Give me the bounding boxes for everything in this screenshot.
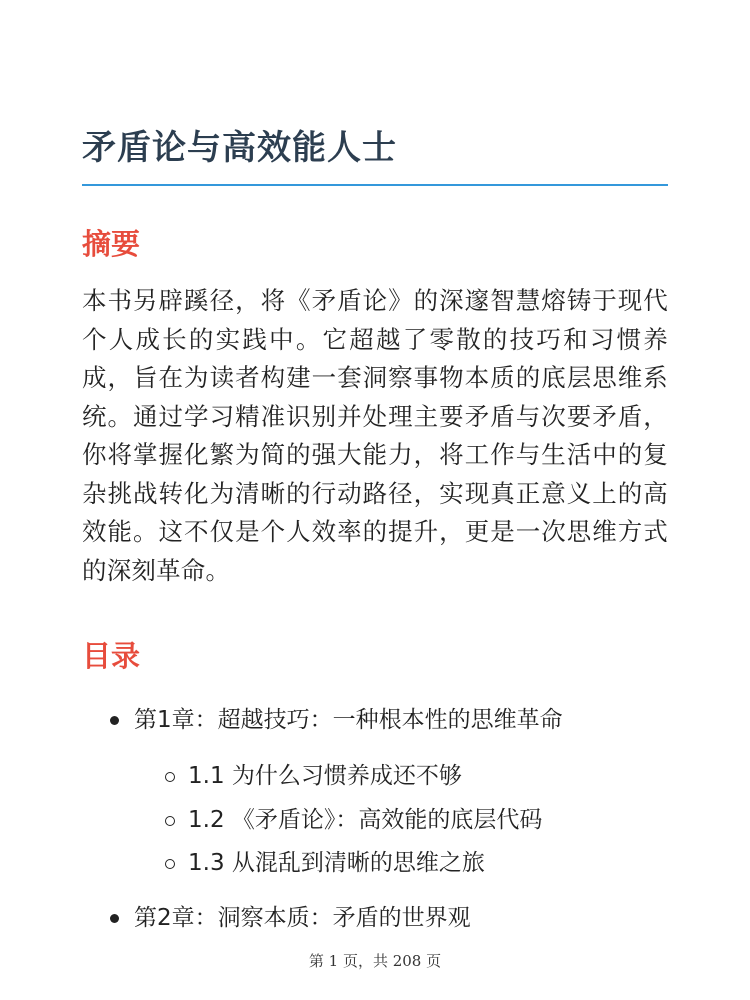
toc-chapter-label: 第2章：洞察本质：矛盾的世界观 <box>134 904 471 931</box>
abstract-heading: 摘要 <box>82 227 141 261</box>
toc-heading: 目录 <box>82 639 141 673</box>
toc-section-label: 1.3 从混乱到清晰的思维之旅 <box>188 850 485 876</box>
toc-section-1-1[interactable] <box>82 755 668 799</box>
toc-chapter-label: 第1章：超越技巧：一种根本性的思维革命 <box>134 707 563 733</box>
title-divider <box>82 184 668 186</box>
hollow-bullet-icon <box>165 816 175 826</box>
toc-chapter-1[interactable] <box>82 700 668 740</box>
bullet-icon <box>110 716 119 725</box>
abstract-paragraph: 本书另辟蹊径，将《矛盾论》的深邃智慧熔铸于现代个人成长的实践中。它超越了零散的技巧和习惯养成，旨在为读者构建一套洞察事物本质的底层思维系统。通过学习精准识别并处理主要矛盾与次要矛盾，你将掌握化繁为简的强大能力，将工作与生活中的复杂挑战转化为清晰的行动路径，实现真正意义上的高效能。这不仅是个人效率的提升，更是一次思维方式的深刻革命。 <box>82 286 668 585</box>
toc-section-1-3[interactable] <box>82 842 668 886</box>
hollow-bullet-icon <box>165 859 175 869</box>
document-title: 矛盾论与高效能人士 <box>82 128 397 168</box>
toc-section-label: 1.2 《矛盾论》：高效能的底层代码 <box>188 806 543 833</box>
bullet-icon <box>110 914 119 923</box>
toc-section-1-2[interactable] <box>82 799 668 843</box>
toc-section-label: 1.1 为什么习惯养成还不够 <box>188 763 462 789</box>
toc-chapter-2[interactable] <box>82 898 668 938</box>
toc-section-list <box>82 755 668 886</box>
table-of-contents <box>82 700 668 938</box>
hollow-bullet-icon <box>165 772 175 782</box>
document-page <box>82 0 668 1000</box>
page-footer: 第 1 页，共 208 页 <box>308 952 442 970</box>
